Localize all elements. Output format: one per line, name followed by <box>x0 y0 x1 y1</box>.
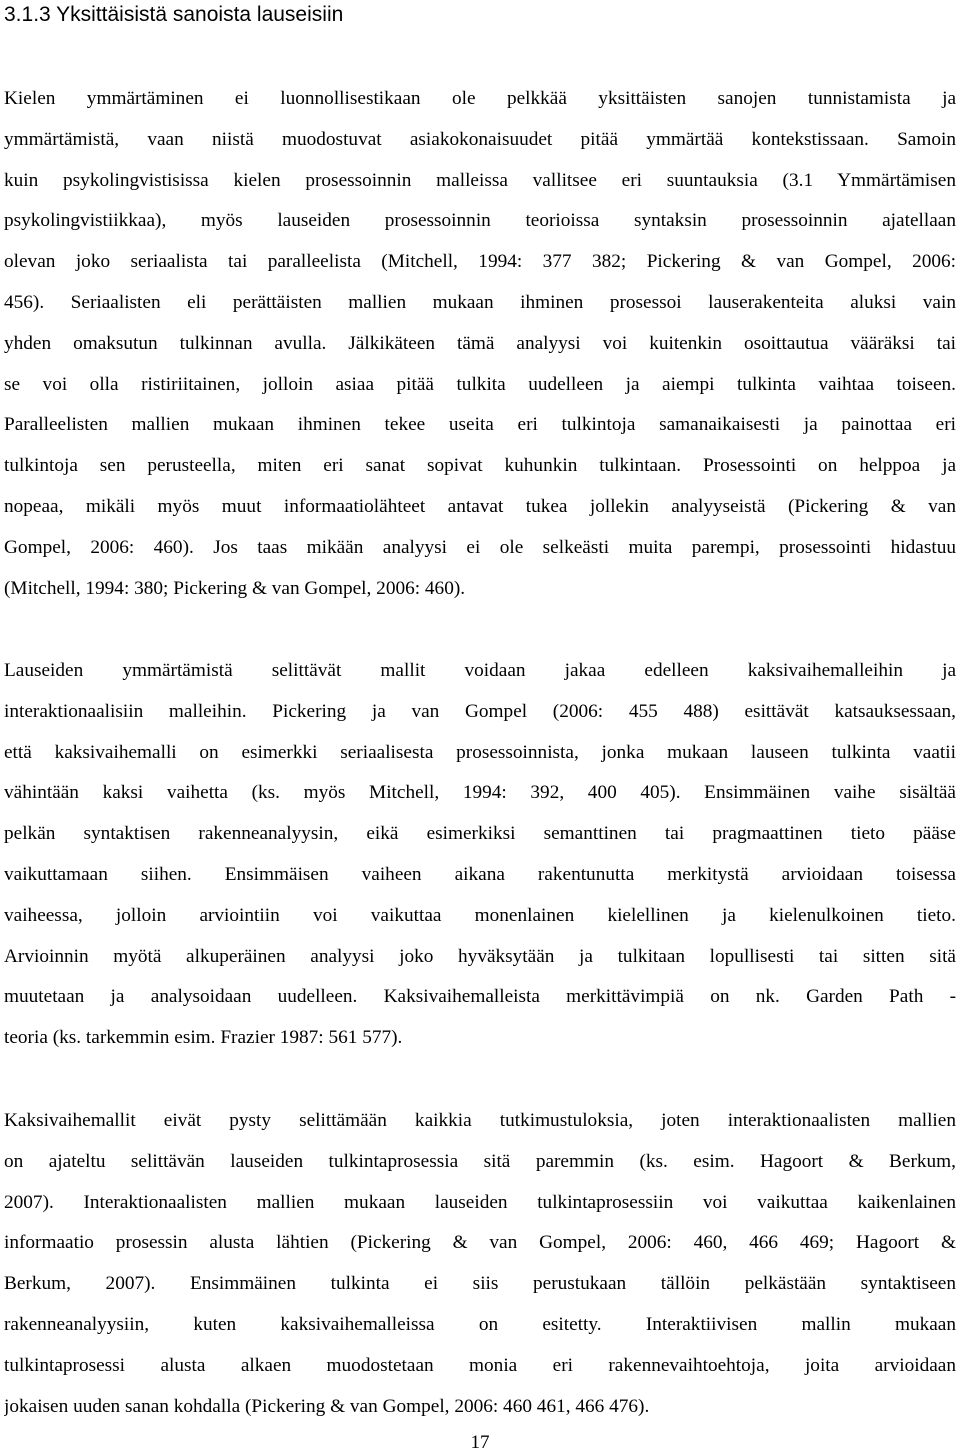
text-line: pelkän syntaktisen rakenneanalyysin, eikä esimerkiksi semanttinen tai pragmaattinen tieto pääse <box>4 823 956 845</box>
text-line: Kaksivaihemallit eivät pysty selittämään kaikkia tutkimustuloksia, joten interaktionaalisten mallien <box>4 1110 956 1131</box>
text-line: (Mitchell, 1994: 380; Pickering & van Gompel, 2006: 460). <box>4 577 466 599</box>
paragraph-1 <box>4 79 956 609</box>
text-line: olevan joko seriaalista tai paralleelista (Mitchell, 1994: 377 382; Pickering & van Gompel, 2006: <box>4 251 956 273</box>
text-line: on ajateltu selittävän lauseiden tulkintaprosessia sitä paremmin (ks. esim. Hagoort & Berkum, <box>4 1150 956 1172</box>
text-line: Berkum, 2007). Ensimmäinen tulkinta ei siis perustukaan tällöin pelkästään syntaktiseen <box>4 1273 956 1295</box>
text-line: kuin psykolingvistisissa kielen prosessoinnin malleissa vallitsee eri suuntauksia (3.1 Ymmärtämisen <box>4 169 956 191</box>
page-number: 17 <box>470 1432 490 1453</box>
paragraph-3 <box>4 1101 956 1427</box>
text-line: nopeaa, mikäli myös muut informaatiolähteet antavat tukea jollekin analyyseistä (Pickering & van <box>4 495 956 517</box>
text-line: se voi olla ristiriitainen, jolloin asiaa pitää tulkita uudelleen ja aiempi tulkinta vaihtaa toiseen. <box>4 373 956 395</box>
text-line: rakenneanalyysiin, kuten kaksivaihemalleissa on esitetty. Interaktiivisen mallin mukaan <box>4 1313 956 1335</box>
text-line: interaktionaalisiin malleihin. Pickering ja van Gompel (2006: 455 488) esittävät katsauksessaan, <box>4 700 956 722</box>
text-line: vaikuttamaan siihen. Ensimmäisen vaiheen aikana rakentunutta merkitystä arvioidaan toisessa <box>4 863 956 885</box>
section-heading: 3.1.3 Yksittäisistä sanoista lauseisiin <box>4 3 344 26</box>
text-line: Lauseiden ymmärtämistä selittävät mallit voidaan jakaa edelleen kaksivaihemalleihin ja <box>4 660 956 681</box>
text-line: informaatio prosessin alusta lähtien (Pickering & van Gompel, 2006: 460, 466 469; Hagoort & <box>4 1232 956 1254</box>
text-line: että kaksivaihemalli on esimerkki seriaalisesta prosessoinnista, jonka mukaan lauseen tulkinta vaatii <box>4 741 956 763</box>
text-line: vaiheessa, jolloin arviointiin voi vaikuttaa monenlainen kielellinen ja kielenulkoinen tieto. <box>4 904 956 926</box>
text-line: psykolingvistiikkaa), myös lauseiden prosessoinnin teorioissa syntaksin prosessoinnin ajatellaan <box>4 210 956 232</box>
text-line: Gompel, 2006: 460). Jos taas mikään analyysi ei ole selkeästi muita parempi, prosessointi hidastuu <box>4 536 956 558</box>
text-line: jokaisen uuden sanan kohdalla (Pickering & van Gompel, 2006: 460 461, 466 476). <box>4 1395 650 1417</box>
paragraph-2 <box>4 651 956 1059</box>
text-line: tulkintaprosessi alusta alkaen muodostetaan monia eri rakennevaihtoehtoja, joita arvioidaan <box>4 1354 956 1376</box>
text-line: ymmärtämistä, vaan niistä muodostuvat asiakokonaisuudet pitää ymmärtää kontekstissaan. Samoin <box>4 128 956 150</box>
text-line: 2007). Interaktionaalisten mallien mukaan lauseiden tulkintaprosessiin voi vaikuttaa kaikenlainen <box>4 1191 956 1213</box>
text-line: yhden omaksutun tulkinnan avulla. Jälkikäteen tämä analyysi voi kuitenkin osoittautua vääräksi tai <box>4 332 956 354</box>
text-line: muutetaan ja analysoidaan uudelleen. Kaksivaihemalleista merkittävimpiä on nk. Garden Path - <box>4 986 956 1008</box>
text-line: teoria (ks. tarkemmin esim. Frazier 1987: 561 577). <box>4 1027 403 1049</box>
text-line: 456). Seriaalisten eli perättäisten mallien mukaan ihminen prosessoi lauserakenteita aluksi vain <box>4 291 956 313</box>
text-line: Arvioinnin myötä alkuperäinen analyysi joko hyväksytään ja tulkitaan lopullisesti tai sitten sitä <box>4 945 956 967</box>
text-line: vähintään kaksi vaihetta (ks. myös Mitchell, 1994: 392, 400 405). Ensimmäinen vaihe sisältää <box>4 782 956 804</box>
text-line: Kielen ymmärtäminen ei luonnollisestikaan ole pelkkää yksittäisten sanojen tunnistamista ja <box>4 88 956 109</box>
text-line: Paralleelisten mallien mukaan ihminen tekee useita eri tulkintoja samanaikaisesti ja painottaa eri <box>4 414 956 436</box>
text-line: tulkintoja sen perusteella, miten eri sanat sopivat kuhunkin tulkintaan. Prosessointi on helppoa ja <box>4 455 956 477</box>
